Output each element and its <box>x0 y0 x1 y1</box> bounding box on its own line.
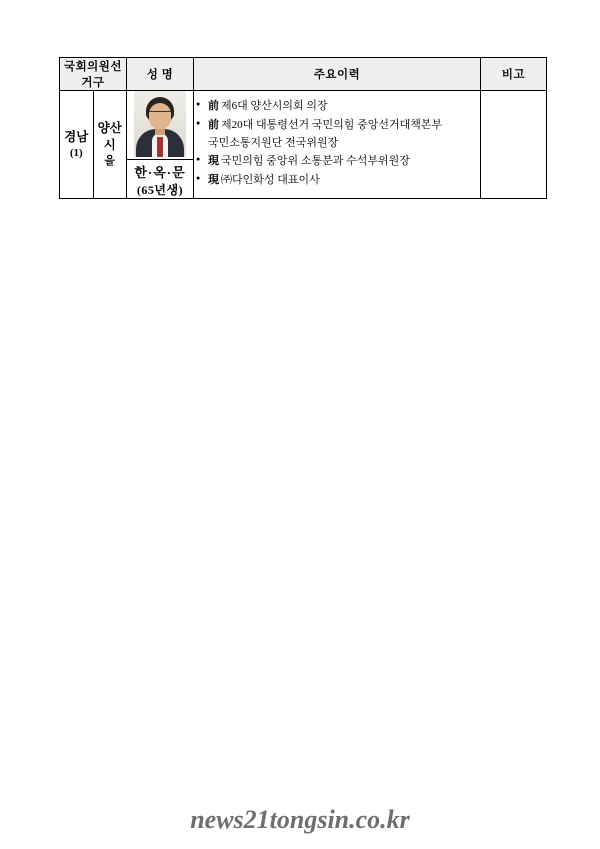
cell-district <box>60 91 94 199</box>
cell-note <box>481 91 547 199</box>
cell-name <box>127 91 194 199</box>
table-header-row <box>60 58 547 91</box>
list-item <box>208 172 480 190</box>
constituency-line-1: 양산시 <box>97 121 122 153</box>
career-text: 국민의힘 중앙위 소통분과 수석부위원장 <box>221 155 410 168</box>
header-district: 국회의원선거구 <box>60 58 127 91</box>
career-text: 제20대 대통령선거 국민의힘 중앙선거대책본부 <box>221 118 443 131</box>
candidate-birth-year: (65년생) <box>136 183 184 197</box>
constituency-line-2: 을 <box>104 154 116 167</box>
career-tag: 現 <box>208 155 219 168</box>
career-tag: 現 <box>208 174 219 187</box>
career-tag: 前 <box>208 118 219 131</box>
header-career: 주요이력 <box>194 58 481 91</box>
table-body <box>60 91 547 199</box>
cell-career <box>194 91 481 199</box>
career-text: ㈜다인화성 대표이사 <box>221 174 320 187</box>
cell-constituency <box>93 91 127 199</box>
table-row <box>60 91 547 199</box>
header-name: 성 명 <box>127 58 194 91</box>
career-text-continued: 국민소통지원단 전국위원장 <box>208 136 339 149</box>
list-item <box>208 117 480 153</box>
photo-glasses <box>149 111 171 117</box>
list-item <box>208 153 480 171</box>
career-list <box>194 98 480 190</box>
district-count: (1) <box>69 146 83 159</box>
candidate-name: 한·옥·문 <box>127 159 193 181</box>
header-note: 비고 <box>481 58 547 91</box>
table-header <box>60 58 547 91</box>
list-item <box>208 98 480 116</box>
career-tag: 前 <box>208 99 219 112</box>
career-text: 제6대 양산시의회 의장 <box>221 99 328 112</box>
watermark: news21tongsin.co.kr <box>190 805 410 834</box>
candidate-table <box>59 57 547 199</box>
portrait-photo <box>134 91 186 157</box>
district-name: 경남 <box>64 129 89 144</box>
photo-tie <box>157 137 163 157</box>
